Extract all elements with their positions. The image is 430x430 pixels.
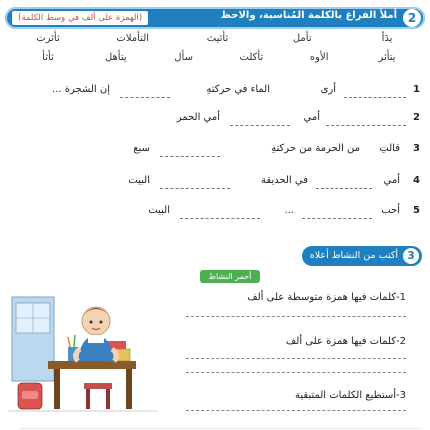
task-number: 3 xyxy=(399,390,406,401)
blank-line[interactable] xyxy=(180,218,260,219)
row-text-c: إن الشجرة ... xyxy=(52,84,110,95)
blank-line[interactable] xyxy=(344,97,406,98)
word-bank-word: تأمل xyxy=(292,33,312,44)
task-text: أستطيع الكلمات المتبقية xyxy=(294,390,397,401)
row-text-b: من الحرمة من حركتهِ xyxy=(271,143,360,154)
row-number: 5 xyxy=(413,205,420,216)
faded-footer-line xyxy=(20,418,420,429)
section-2-header xyxy=(5,7,425,29)
task-text: كلمات فيها همزة على ألف xyxy=(285,336,397,347)
word-bank-word: يدَأ xyxy=(381,33,393,44)
word-bank-word: التأملات xyxy=(116,33,150,44)
blank-line[interactable] xyxy=(160,156,220,157)
word-bank-word: ثأثيث xyxy=(206,33,229,44)
word-bank-row-2 xyxy=(20,52,415,63)
blank-line[interactable] xyxy=(230,125,290,126)
word-bank-word: ثأثأ xyxy=(42,52,54,63)
row-number: 1 xyxy=(413,84,420,95)
row-text-a: أمي xyxy=(383,175,400,186)
word-bank-row-1 xyxy=(20,33,415,44)
row-text-c: البيت xyxy=(148,205,170,216)
row-number: 3 xyxy=(413,143,420,154)
task-number: 2 xyxy=(399,336,406,347)
row-text-c: البيت xyxy=(128,175,150,186)
row-text-a: أرى xyxy=(320,84,336,95)
row-text-b: ... xyxy=(284,205,294,216)
word-bank-word: ثأثرت xyxy=(36,33,60,44)
answer-line[interactable] xyxy=(186,316,406,317)
row-text-a: أحب xyxy=(381,205,400,216)
blank-line[interactable] xyxy=(120,97,170,98)
blank-line[interactable] xyxy=(302,218,372,219)
section-3-instruction: أكتب من النشاط أعلاه xyxy=(309,250,398,261)
student-illustration xyxy=(8,283,158,415)
word-bank-word: الأوه xyxy=(309,52,329,63)
task-number: 1 xyxy=(399,292,406,303)
row-text-c: سبع xyxy=(133,143,150,154)
fill-row-3 xyxy=(20,143,420,161)
row-text-a: أمي xyxy=(303,112,320,123)
answer-line[interactable] xyxy=(186,372,406,373)
blank-line[interactable] xyxy=(316,188,372,189)
word-bank-word: تأكلت xyxy=(239,52,264,63)
fill-row-5 xyxy=(20,205,420,223)
word-bank-word: سأل xyxy=(174,52,193,63)
fill-row-1 xyxy=(20,84,420,102)
section-3-number: 3 xyxy=(403,248,419,264)
fill-row-2 xyxy=(20,112,420,130)
word-bank-word: يتأثر xyxy=(378,52,396,63)
blank-line[interactable] xyxy=(326,125,406,126)
task-2: 2-كلمات فيها همزة على ألف xyxy=(285,336,406,347)
row-text-b: في الحديقة xyxy=(260,175,308,186)
row-number: 2 xyxy=(413,112,420,123)
answer-line[interactable] xyxy=(186,358,406,359)
section-2-instruction: أملأ الفراغ بالكلمة المُناسبة، والاحظ xyxy=(220,10,397,21)
answer-line[interactable] xyxy=(186,410,406,411)
green-label: أحمر النشاط xyxy=(200,270,260,283)
row-text-a: قالتِ xyxy=(379,143,400,154)
word-bank-word: يتأهل xyxy=(104,52,127,63)
row-number: 4 xyxy=(413,175,420,186)
section-2-number: 2 xyxy=(403,9,421,27)
fill-row-4 xyxy=(20,175,420,193)
row-text-b: أمي الحمر xyxy=(176,112,220,123)
section-3-header xyxy=(302,246,422,266)
task-3: 3-أستطيع الكلمات المتبقية xyxy=(294,390,406,401)
row-text-b: الماء في حركتهِ xyxy=(206,84,270,95)
blank-line[interactable] xyxy=(160,188,230,189)
section-2-hint: (الهمزة على ألف في وسط الكلمة) xyxy=(11,10,149,26)
task-1: 1-كلمات فيها همزة متوسطة على ألف xyxy=(247,292,406,303)
task-text: كلمات فيها همزة متوسطة على ألف xyxy=(247,292,397,303)
